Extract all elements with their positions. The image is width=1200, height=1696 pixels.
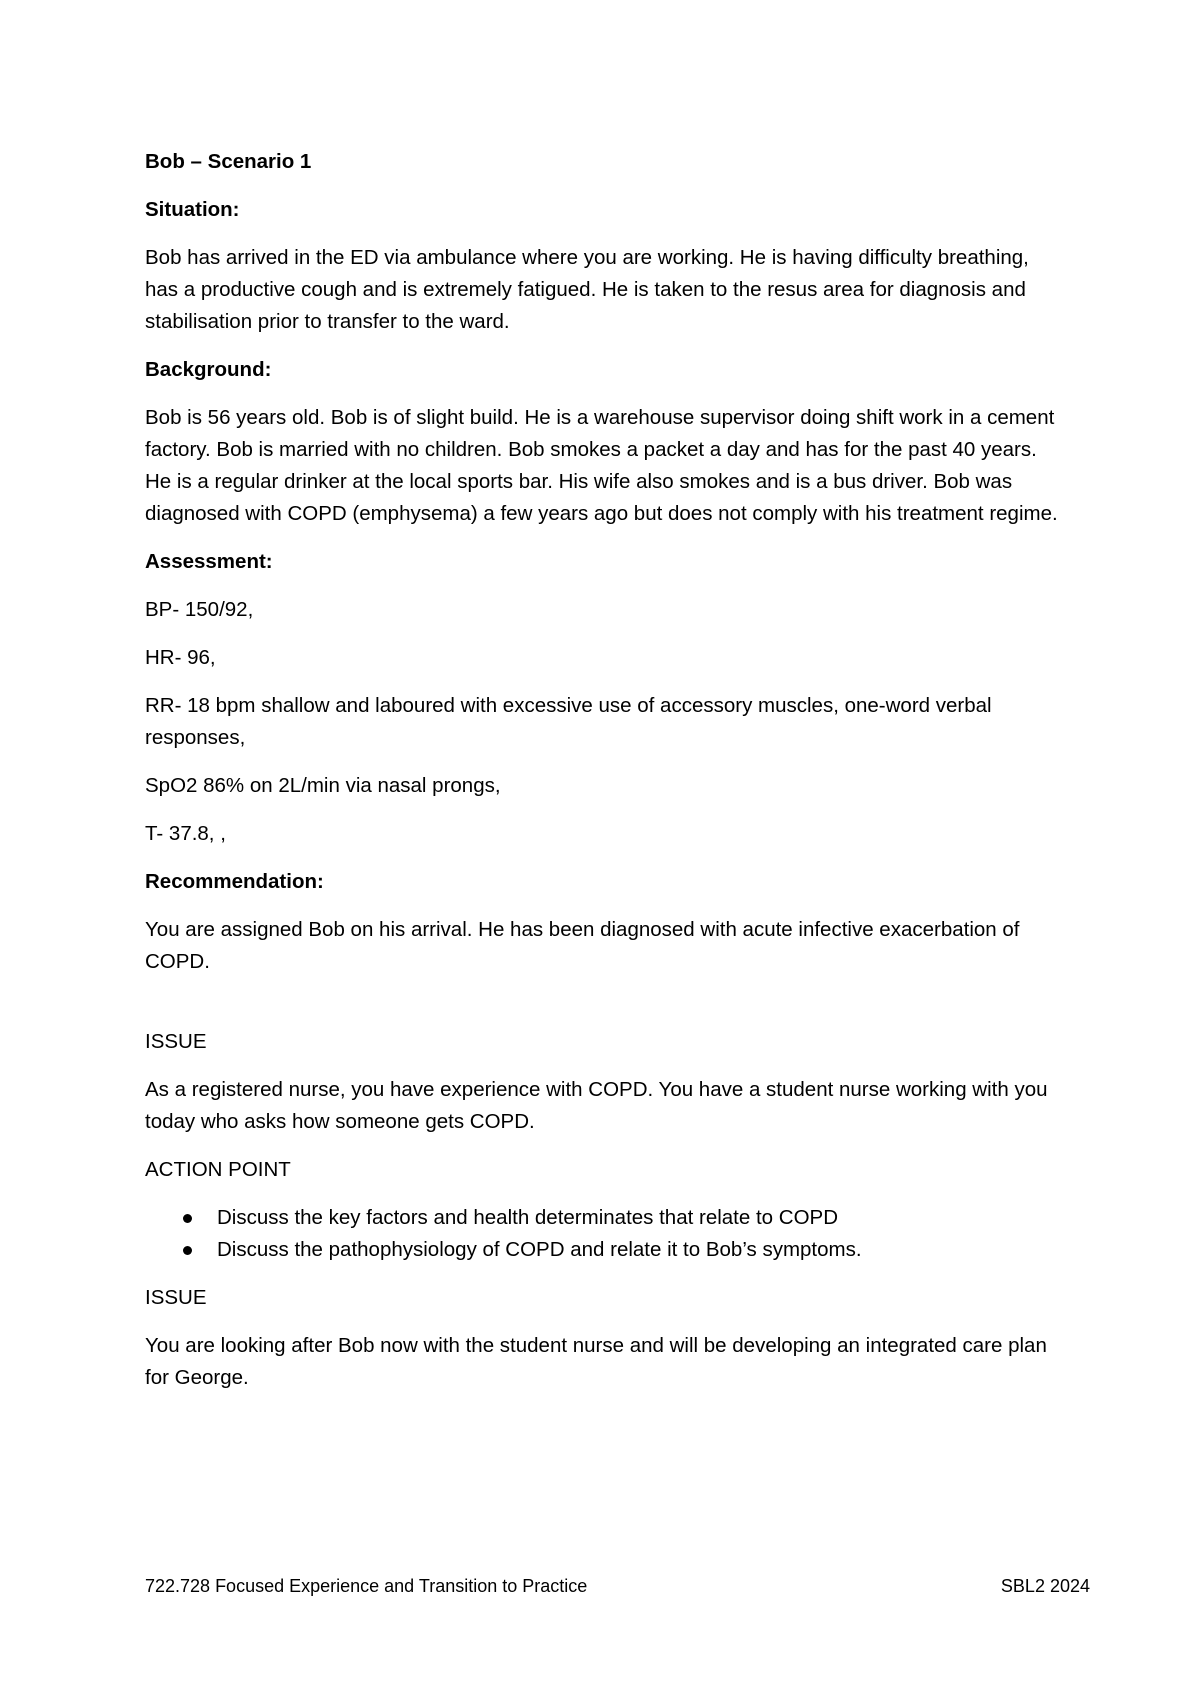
list-item-text: Discuss the pathophysiology of COPD and relate it to Bob’s symptoms.	[217, 1238, 862, 1261]
footer-code: SBL2 2024	[1000, 1576, 1090, 1596]
issue-heading-1: ISSUE	[145, 1030, 207, 1053]
assessment-rr: RR- 18 bpm shallow and laboured with excessive use of accessory muscles, one-word verbal responses,	[145, 694, 992, 749]
assessment-spo2: SpO2 86% on 2L/min via nasal prongs,	[145, 774, 501, 797]
issue-heading-2: ISSUE	[145, 1286, 207, 1309]
situation-text: Bob has arrived in the ED via ambulance where you are working. He is having difficulty breathing, has a productive cough and is extremely fatigued. He is taken to the resus area for diagnosis and stabilisation prior to transfer to the ward.	[145, 246, 1029, 333]
page-footer	[145, 1574, 1090, 1598]
assessment-bp: BP- 150/92,	[145, 598, 254, 621]
document-body	[145, 146, 1065, 1410]
bullet-icon	[183, 1214, 192, 1223]
list-item-text: Discuss the key factors and health determinates that relate to COPD	[217, 1206, 838, 1229]
action-point-list	[145, 1202, 1065, 1266]
assessment-hr: HR- 96,	[145, 646, 216, 669]
scenario-title: Bob – Scenario 1	[145, 150, 312, 173]
action-point-heading: ACTION POINT	[145, 1158, 291, 1181]
footer-course: 722.728 Focused Experience and Transition to Practice	[145, 1576, 588, 1596]
list-item	[217, 1234, 1065, 1266]
background-heading: Background:	[145, 358, 272, 381]
recommendation-text: You are assigned Bob on his arrival. He has been diagnosed with acute infective exacerbation of COPD.	[145, 918, 1020, 973]
issue-text-2: You are looking after Bob now with the student nurse and will be developing an integrated care plan for George.	[145, 1334, 1047, 1389]
bullet-icon	[183, 1246, 192, 1255]
issue-text-1: As a registered nurse, you have experience with COPD. You have a student nurse working with you today who asks how someone gets COPD.	[145, 1078, 1048, 1133]
situation-heading: Situation:	[145, 198, 240, 221]
recommendation-heading: Recommendation:	[145, 870, 324, 893]
list-item	[217, 1202, 1065, 1234]
assessment-temp: T- 37.8, ,	[145, 822, 226, 845]
background-text: Bob is 56 years old. Bob is of slight build. He is a warehouse supervisor doing shift work in a cement factory. Bob is married with no children. Bob smokes a packet a day and has for the past 40 years. He is a regular drinker at the local sports bar. His wife also smokes and is a bus driver. Bob was diagnosed with COPD (emphysema) a few years ago but does not comply with his treatment regime.	[145, 406, 1058, 525]
blank-line	[145, 994, 1065, 1026]
assessment-heading: Assessment:	[145, 550, 273, 573]
